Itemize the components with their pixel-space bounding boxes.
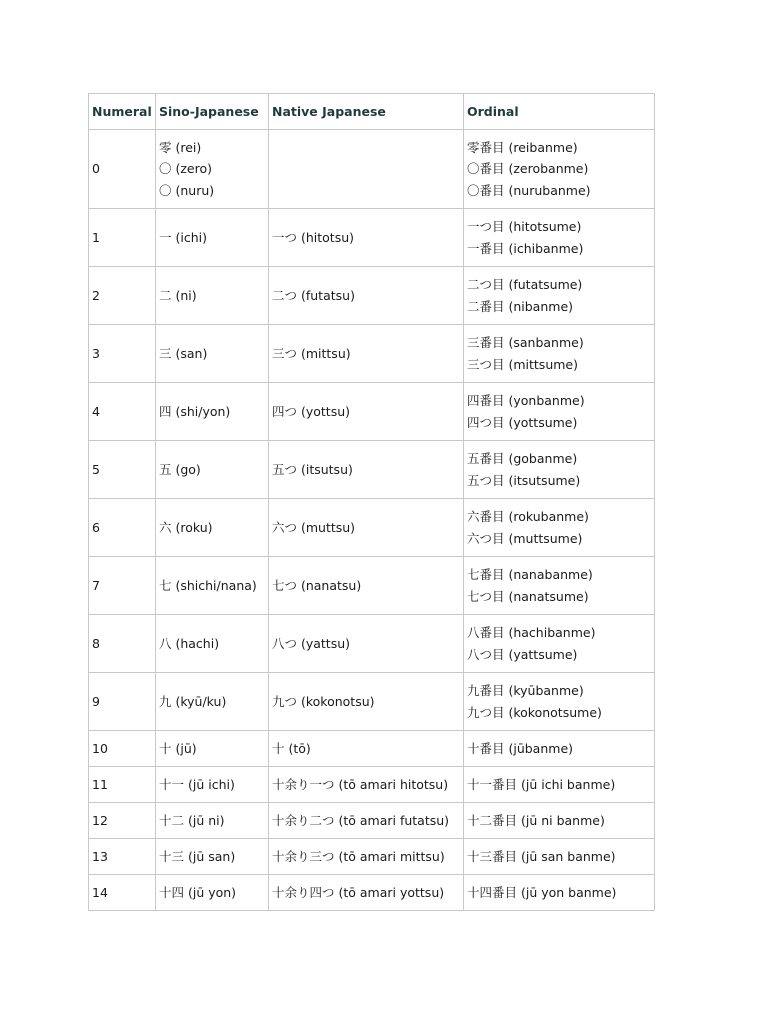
ordinal-cell [464, 499, 655, 557]
ordinal-cell [464, 441, 655, 499]
numeral-cell [89, 130, 156, 209]
ordinal-reading: 十三番目 (jū san banme) [467, 848, 616, 864]
header-ordinal: Ordinal [464, 94, 655, 130]
sino-japanese-cell [156, 209, 269, 267]
numeral-cell [89, 615, 156, 673]
ordinal-cell [464, 557, 655, 615]
native-japanese-cell [269, 441, 464, 499]
table-row [89, 130, 655, 209]
numeral-value: 2 [92, 287, 100, 303]
ordinal-reading: 十二番目 (jū ni banme) [467, 812, 605, 828]
ordinal-reading: 七番目 (nanabanme) [467, 567, 593, 582]
sino-reading: 十一 (jū ichi) [159, 776, 235, 792]
sino-japanese-cell [156, 383, 269, 441]
native-japanese-cell [269, 325, 464, 383]
ordinal-reading: 八つ目 (yattsume) [467, 646, 578, 662]
numeral-value: 6 [92, 519, 100, 535]
numeral-cell [89, 731, 156, 767]
ordinal-reading: 九番目 (kyūbanme) [467, 683, 584, 698]
numeral-value: 8 [92, 635, 100, 651]
header-sino-japanese: Sino-Japanese [156, 94, 269, 130]
native-reading: 十 (tō) [272, 740, 311, 756]
ordinal-cell [464, 731, 655, 767]
sino-japanese-cell [156, 767, 269, 803]
native-japanese-cell [269, 673, 464, 731]
table-row [89, 557, 655, 615]
native-japanese-cell [269, 875, 464, 911]
numeral-value: 0 [92, 161, 100, 177]
sino-japanese-cell [156, 803, 269, 839]
native-japanese-cell [269, 130, 464, 209]
ordinal-reading: 五番目 (gobanme) [467, 451, 578, 466]
native-reading: 十余り一つ (tō amari hitotsu) [272, 776, 449, 792]
native-reading: 九つ (kokonotsu) [272, 693, 375, 709]
ordinal-reading: 三つ目 (mittsume) [467, 356, 578, 372]
sino-reading: 〇 (zero) [159, 161, 212, 177]
table-body [89, 130, 655, 911]
table-row [89, 383, 655, 441]
ordinal-cell [464, 130, 655, 209]
table-row [89, 839, 655, 875]
sino-reading: 九 (kyū/ku) [159, 693, 227, 709]
ordinal-cell [464, 767, 655, 803]
numeral-value: 7 [92, 577, 100, 593]
sino-reading: 八 (hachi) [159, 635, 220, 651]
numeral-cell [89, 267, 156, 325]
numeral-value: 13 [92, 848, 108, 864]
sino-japanese-cell [156, 325, 269, 383]
ordinal-cell [464, 673, 655, 731]
ordinal-cell [464, 875, 655, 911]
sino-reading: 十二 (jū ni) [159, 812, 225, 828]
native-reading: 三つ (mittsu) [272, 345, 351, 361]
table-row [89, 673, 655, 731]
numeral-cell [89, 557, 156, 615]
sino-reading: 一 (ichi) [159, 229, 207, 245]
numeral-value: 1 [92, 229, 100, 245]
numeral-cell [89, 441, 156, 499]
native-reading: 五つ (itsutsu) [272, 461, 353, 477]
sino-reading: 五 (go) [159, 461, 201, 477]
table-row [89, 803, 655, 839]
native-japanese-cell [269, 267, 464, 325]
ordinal-cell [464, 209, 655, 267]
sino-japanese-cell [156, 130, 269, 209]
numeral-value: 9 [92, 693, 100, 709]
ordinal-cell [464, 839, 655, 875]
native-reading: 十余り三つ (tō amari mittsu) [272, 848, 445, 864]
numeral-cell [89, 383, 156, 441]
ordinal-reading: 八番目 (hachibanme) [467, 625, 596, 640]
native-japanese-cell [269, 383, 464, 441]
numeral-value: 12 [92, 812, 108, 828]
numeral-value: 14 [92, 884, 108, 900]
ordinal-reading: 五つ目 (itsutsume) [467, 472, 581, 488]
sino-reading: 零 (rei) [159, 139, 202, 155]
sino-japanese-cell [156, 875, 269, 911]
numeral-cell [89, 499, 156, 557]
sino-japanese-cell [156, 267, 269, 325]
sino-japanese-cell [156, 557, 269, 615]
ordinal-cell [464, 803, 655, 839]
ordinal-reading: 零番目 (reibanme) [467, 139, 578, 155]
sino-japanese-cell [156, 615, 269, 673]
native-japanese-cell [269, 499, 464, 557]
table-row [89, 731, 655, 767]
sino-reading: 七 (shichi/nana) [159, 577, 257, 593]
sino-reading: 〇 (nuru) [159, 182, 215, 198]
native-reading: 二つ (futatsu) [272, 287, 355, 303]
sino-japanese-cell [156, 731, 269, 767]
ordinal-reading: 七つ目 (nanatsume) [467, 588, 589, 604]
native-japanese-cell [269, 767, 464, 803]
ordinal-reading: 十番目 (jūbanme) [467, 740, 574, 756]
native-reading: 十余り四つ (tō amari yottsu) [272, 884, 445, 900]
native-japanese-cell [269, 731, 464, 767]
table-row [89, 209, 655, 267]
native-reading: 四つ (yottsu) [272, 403, 351, 419]
numeral-cell [89, 673, 156, 731]
table-row [89, 875, 655, 911]
table-row [89, 615, 655, 673]
native-japanese-cell [269, 839, 464, 875]
native-reading: 八つ (yattsu) [272, 635, 351, 651]
sino-japanese-cell [156, 441, 269, 499]
numeral-cell [89, 767, 156, 803]
table-header-row [89, 94, 655, 130]
numeral-cell [89, 209, 156, 267]
native-reading: 七つ (nanatsu) [272, 577, 362, 593]
native-japanese-cell [269, 557, 464, 615]
ordinal-reading: 四番目 (yonbanme) [467, 393, 585, 408]
sino-reading: 十三 (jū san) [159, 848, 236, 864]
numeral-cell [89, 803, 156, 839]
ordinal-cell [464, 383, 655, 441]
sino-reading: 十 (jū) [159, 740, 197, 756]
native-japanese-cell [269, 615, 464, 673]
sino-reading: 三 (san) [159, 345, 208, 361]
ordinal-reading: 三番目 (sanbanme) [467, 335, 584, 350]
ordinal-reading: 二番目 (nibanme) [467, 298, 574, 314]
ordinal-cell [464, 267, 655, 325]
ordinal-reading: 一番目 (ichibanme) [467, 240, 584, 256]
numeral-cell [89, 839, 156, 875]
ordinal-reading: 十一番目 (jū ichi banme) [467, 776, 616, 792]
numeral-value: 10 [92, 740, 108, 756]
numeral-cell [89, 325, 156, 383]
numeral-value: 11 [92, 776, 108, 792]
numeral-cell [89, 875, 156, 911]
table-row [89, 499, 655, 557]
ordinal-reading: 二つ目 (futatsume) [467, 277, 583, 292]
ordinal-reading: 〇番目 (nurubanme) [467, 182, 591, 198]
table-row [89, 267, 655, 325]
table-row [89, 767, 655, 803]
sino-japanese-cell [156, 839, 269, 875]
sino-reading: 六 (roku) [159, 519, 213, 535]
header-native-japanese: Native Japanese [269, 94, 464, 130]
native-japanese-cell [269, 803, 464, 839]
sino-reading: 四 (shi/yon) [159, 403, 231, 419]
header-numeral: Numeral [89, 94, 156, 130]
numeral-value: 4 [92, 403, 100, 419]
numeral-value: 5 [92, 461, 100, 477]
ordinal-reading: 〇番目 (zerobanme) [467, 161, 589, 177]
ordinal-cell [464, 615, 655, 673]
numeral-value: 3 [92, 345, 100, 361]
ordinal-reading: 一つ目 (hitotsume) [467, 219, 582, 234]
ordinal-reading: 九つ目 (kokonotsume) [467, 704, 602, 720]
native-reading: 一つ (hitotsu) [272, 229, 355, 245]
native-reading: 十余り二つ (tō amari futatsu) [272, 812, 450, 828]
sino-japanese-cell [156, 499, 269, 557]
table-row [89, 441, 655, 499]
sino-reading: 十四 (jū yon) [159, 884, 237, 900]
ordinal-reading: 六番目 (rokubanme) [467, 509, 589, 524]
japanese-numerals-table [88, 93, 655, 911]
ordinal-reading: 四つ目 (yottsume) [467, 414, 578, 430]
sino-reading: 二 (ni) [159, 287, 197, 303]
native-reading: 六つ (muttsu) [272, 519, 356, 535]
ordinal-reading: 十四番目 (jū yon banme) [467, 884, 617, 900]
native-japanese-cell [269, 209, 464, 267]
sino-japanese-cell [156, 673, 269, 731]
ordinal-cell [464, 325, 655, 383]
table-row [89, 325, 655, 383]
ordinal-reading: 六つ目 (muttsume) [467, 530, 583, 546]
